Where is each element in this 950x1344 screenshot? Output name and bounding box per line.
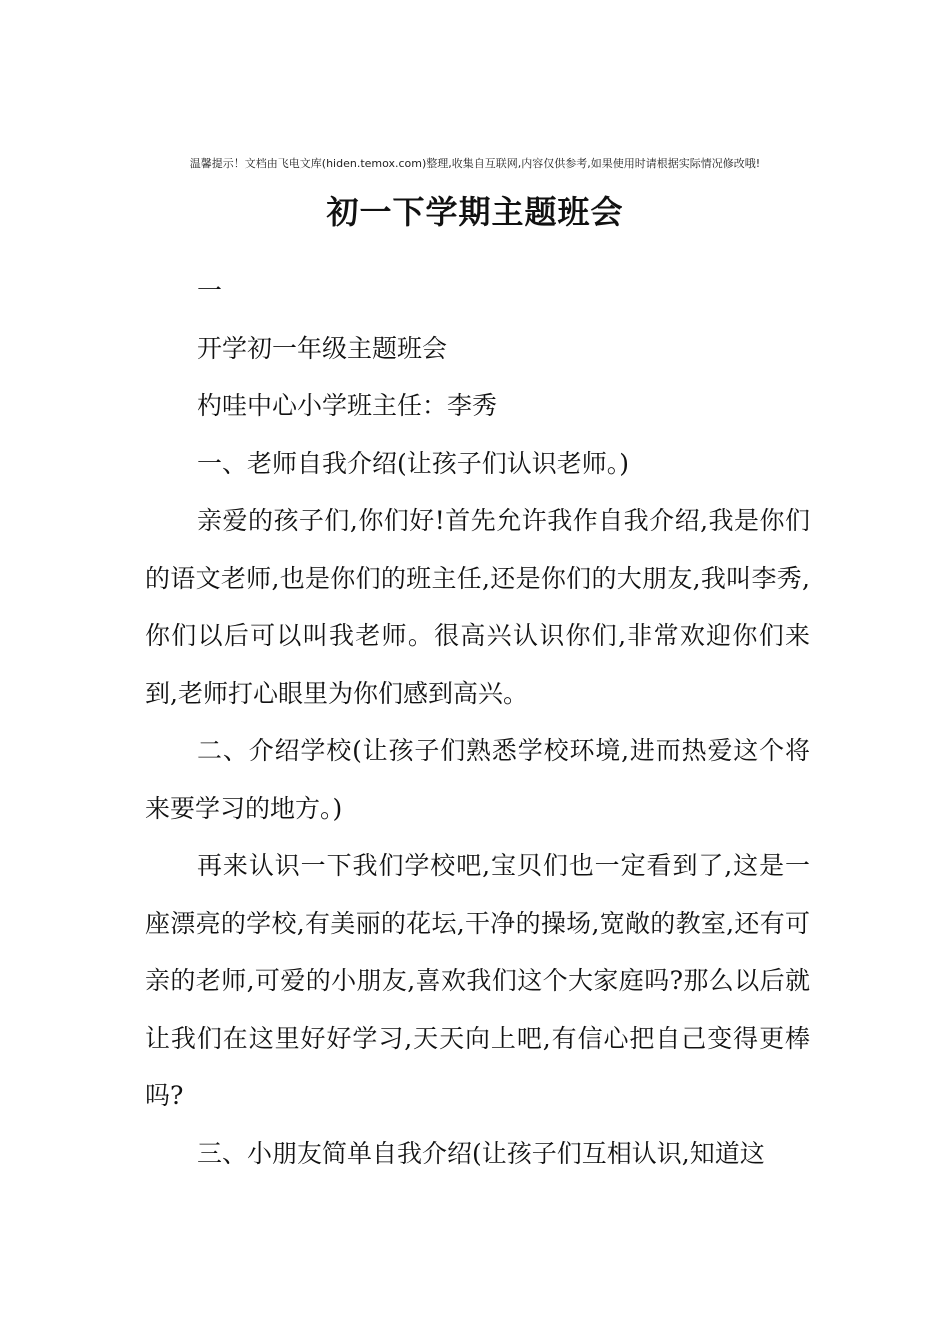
header-notice: 温馨提示！文档由飞电文库(hiden.temox.com)整理,收集自互联网,内容仅供参考,如果使用时请根据实际情况修改哦! bbox=[189, 157, 761, 170]
paragraph-body-2: 再来认识一下我们学校吧,宝贝们也一定看到了,这是一座漂亮的学校,有美丽的花坛,干净的操场,宽敞的教室,还有可亲的老师,可爱的小朋友,喜欢我们这个大家庭吗?那么以后就让我们在这里好好学习,天天向上吧,有信心把自己变得更棒吗? bbox=[145, 851, 810, 1110]
paragraph-heading-3: 三、小朋友简单自我介绍(让孩子们互相认识,知道这 bbox=[197, 1138, 765, 1168]
page-title: 初一下学期主题班会 bbox=[326, 193, 624, 231]
document-body bbox=[145, 262, 810, 1182]
paragraph-heading-1: 一、老师自我介绍(让孩子们认识老师。) bbox=[197, 448, 630, 478]
paragraph-heading-2: 二、介绍学校(让孩子们熟悉学校环境,进而热爱这个将来要学习的地方。) bbox=[145, 736, 810, 823]
paragraph-section-number: 一 bbox=[197, 276, 223, 305]
paragraph-author: 杓哇中心小学班主任：李秀 bbox=[197, 391, 498, 420]
paragraph-body-1: 亲爱的孩子们,你们好!首先允许我作自我介绍,我是你们的语文老师,也是你们的班主任,还是你们的大朋友,我叫李秀,你们以后可以叫我老师。很高兴认识你们,非常欢迎你们来到,老师打心眼里为你们感到高兴。 bbox=[145, 506, 810, 708]
paragraph-subtitle: 开学初一年级主题班会 bbox=[197, 333, 448, 363]
